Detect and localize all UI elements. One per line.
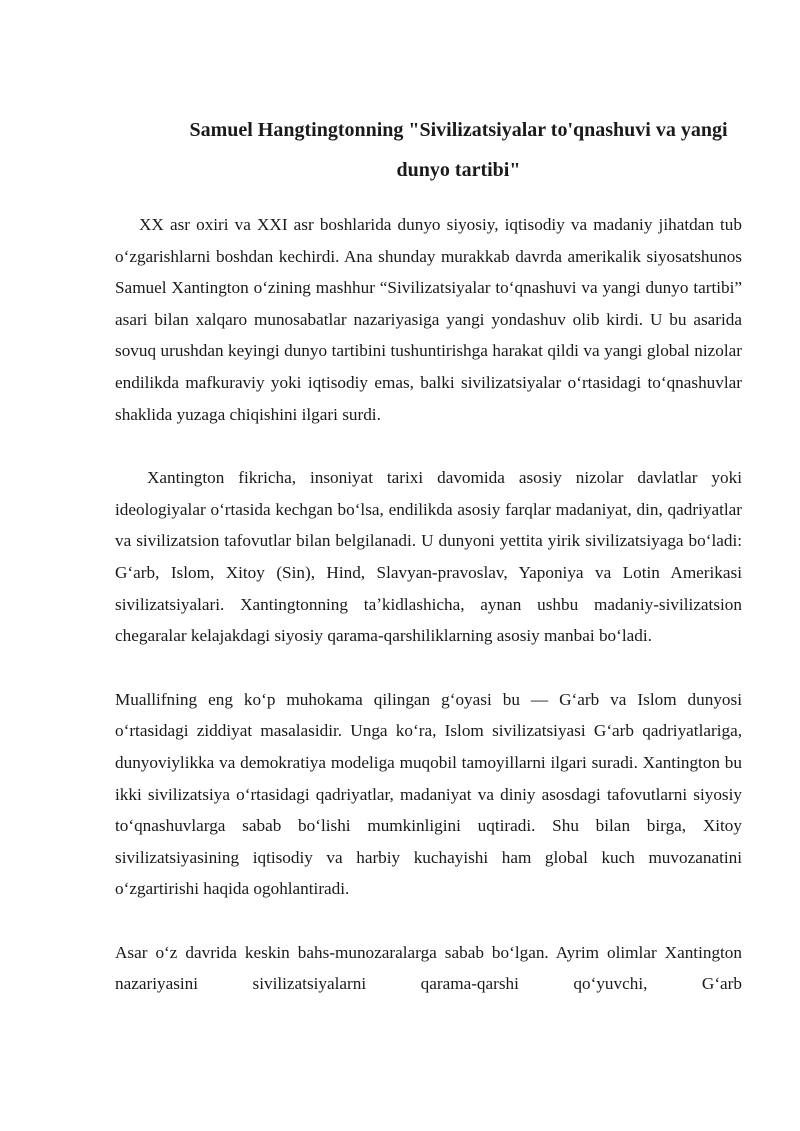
paragraph-2: Xantington fikricha, insoniyat tarixi davomida asosiy nizolar davlatlar yoki ideologiyalar oʻrtasida kechgan boʻlsa, endilikda asosiy farqlar madaniyat, din, qadriyatlar va sivilizatsion tafovutlar bilan belgilanadi. U dunyoni yettita yirik sivilizatsiyaga boʻladi: Gʻarb, Islom, Xitoy (Sin), Hind, Slavyan-pravoslav, Yaponiya va Lotin Amerikasi sivilizatsiyalari. Xantingtonning taʼkidlashicha, aynan ushbu madaniy-sivilizatsion chegaralar kelajakdagi siyosiy qarama-qarshiliklarning asosiy manbai boʻladi. [115,468,742,646]
paragraph-1: XX asr oxiri va XXI asr boshlarida dunyo siyosiy, iqtisodiy va madaniy jihatdan tub oʻzgarishlarni boshdan kechirdi. Ana shunday murakkab davrda amerikalik siyosatshunos Samuel Xantington oʻzining mashhur “Sivilizatsiyalar toʻqnashuvi va yangi dunyo tartibi” asari bilan xalqaro munosabatlar nazariyasiga yangi yondashuv olib kirdi. U bu asarida sovuq urushdan keyingi dunyo tartibini tushuntirishga harakat qildi va yangi global nizolar endilikda mafkuraviy yoki iqtisodiy emas, balki sivilizatsiyalar oʻrtasidagi toʻqnashuvlar shaklida yuzaga chiqishini ilgari surdi. [115,215,742,424]
document-page [115,110,742,1000]
paragraph-4: Asar oʻz davrida keskin bahs-munozaralarga sabab boʻlgan. Ayrim olimlar Xantington nazariyasini sivilizatsiyalarni qarama-qarshi qoʻyuvchi, Gʻarb [115,942,742,994]
paragraph-3: Muallifning eng koʻp muhokama qilingan gʻoyasi bu — Gʻarb va Islom dunyosi oʻrtasidagi ziddiyat masalasidir. Unga koʻra, Islom sivilizatsiyasi Gʻarb qadriyatlariga, dunyoviylikka va demokratiya modeliga muqobil tamoyillarni ilgari suradi. Xantington bu ikki sivilizatsiya oʻrtasidagi qadriyatlar, madaniyat va diniy asosdagi tafovutlarni siyosiy toʻqnashuvlarga sabab boʻlishi mumkinligini uqtiradi. Shu bilan birga, Xitoy sivilizatsiyasining iqtisodiy va harbiy kuchayishi ham global kuch muvozanatini oʻzgartirishi haqida ogohlantiradi. [115,689,742,899]
document-title [115,110,742,190]
title-line-2: dunyo tartibi" [396,159,521,181]
title-line-1: Samuel Hangtingtonning "Sivilizatsiyalar to'qnashuvi va yangi [189,119,728,141]
